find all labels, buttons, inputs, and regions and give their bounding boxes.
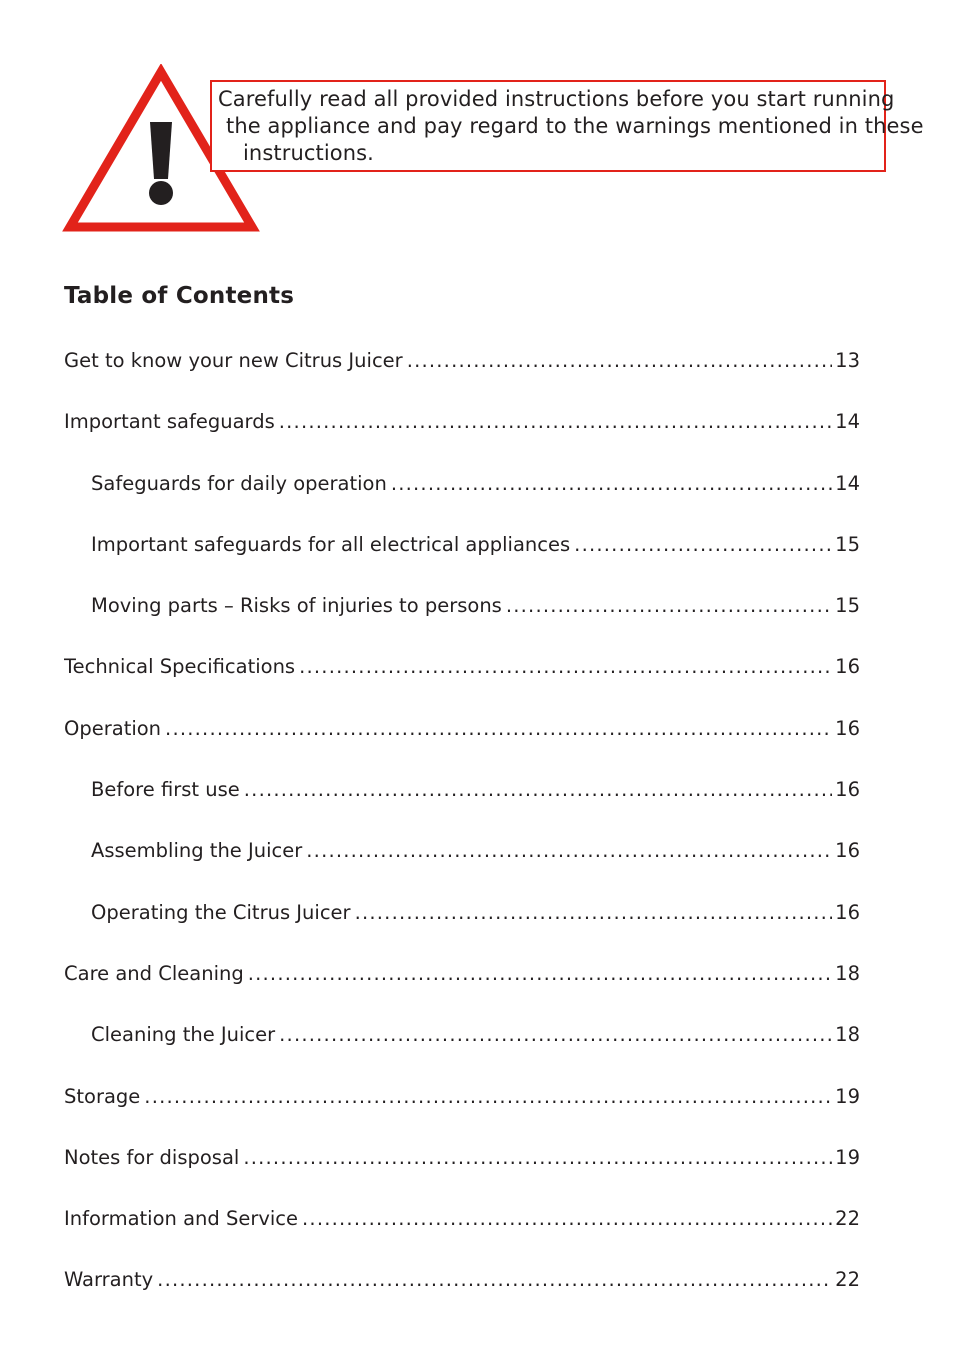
toc-entry-title: Notes for disposal (64, 1145, 240, 1169)
toc-entry-title: Information and Service (64, 1207, 299, 1231)
toc-dot-leader (391, 464, 832, 504)
toc-entry-page: 14 (835, 471, 860, 495)
toc-entry-title: Important safeguards (64, 410, 275, 434)
toc-entry-page: 14 (835, 410, 860, 434)
toc-entry[interactable] (64, 341, 860, 402)
toc-entry-page: 16 (835, 716, 860, 740)
toc-entry[interactable] (64, 831, 860, 892)
toc-entry-page: 16 (835, 778, 860, 802)
toc-heading: Table of Contents (64, 283, 295, 309)
toc-entry-title: Cleaning the Juicer (91, 1023, 276, 1047)
toc-entry-title: Care and Cleaning (64, 961, 244, 985)
warning-text-line-1: Carefully read all provided instructions before you start running (218, 87, 895, 111)
warning-text-line-3: instructions. (243, 141, 374, 165)
toc-dot-leader (299, 647, 832, 687)
toc-dot-leader (248, 954, 832, 994)
toc-entry-title: Before first use (91, 778, 240, 802)
toc-entry[interactable] (64, 709, 860, 770)
toc-entry[interactable] (64, 464, 860, 525)
toc-entry-page: 15 (835, 594, 860, 618)
toc-dot-leader (244, 770, 832, 810)
toc-entry[interactable] (64, 586, 860, 647)
toc-entry[interactable] (64, 1138, 860, 1199)
toc-entry-title: Operating the Citrus Juicer (91, 900, 351, 924)
toc-dot-leader (574, 525, 832, 565)
toc-entry[interactable] (64, 770, 860, 831)
toc-entry-page: 16 (835, 900, 860, 924)
toc-entry[interactable] (64, 893, 860, 954)
toc-entry[interactable] (64, 1077, 860, 1138)
toc-entry-page: 16 (835, 655, 860, 679)
toc-dot-leader (407, 341, 832, 381)
toc-entry-title: Important safeguards for all electrical appliances (91, 532, 571, 556)
toc-entry[interactable] (64, 954, 860, 1015)
table-of-contents (64, 341, 860, 1322)
toc-entry[interactable] (64, 1260, 860, 1321)
toc-dot-leader (506, 586, 832, 626)
toc-dot-leader (144, 1077, 832, 1117)
toc-dot-leader (302, 1199, 832, 1239)
toc-entry-title: Storage (64, 1084, 141, 1108)
toc-entry-title: Technical Specifications (64, 655, 296, 679)
toc-dot-leader (243, 1138, 832, 1178)
toc-entry-title: Operation (64, 716, 162, 740)
toc-entry[interactable] (64, 402, 860, 463)
warning-notice (210, 80, 924, 172)
toc-entry-title: Get to know your new Citrus Juicer (64, 349, 403, 372)
toc-dot-leader (279, 402, 832, 442)
toc-entry-page: 19 (835, 1145, 860, 1169)
toc-entry[interactable] (64, 647, 860, 708)
toc-entry-page: 22 (835, 1268, 860, 1292)
toc-dot-leader (279, 1015, 832, 1055)
toc-dot-leader (306, 831, 832, 871)
toc-entry[interactable] (64, 1199, 860, 1260)
toc-entry-page: 18 (835, 961, 860, 985)
toc-entry[interactable] (64, 1015, 860, 1076)
toc-entry-title: Moving parts – Risks of injuries to persons (91, 594, 502, 618)
toc-entry-title: Warranty (64, 1268, 154, 1292)
toc-entry-page: 16 (835, 839, 860, 863)
warning-text-line-2: the appliance and pay regard to the warnings mentioned in these (226, 114, 924, 138)
toc-entry-page: 22 (835, 1207, 860, 1231)
toc-dot-leader (165, 709, 832, 749)
toc-entry-page: 13 (835, 349, 860, 372)
toc-dot-leader (157, 1260, 832, 1300)
toc-entry[interactable] (64, 525, 860, 586)
toc-entry-title: Safeguards for daily operation (91, 471, 387, 495)
toc-entry-page: 15 (835, 532, 860, 556)
toc-entry-page: 18 (835, 1023, 860, 1047)
toc-dot-leader (355, 893, 832, 933)
toc-entry-page: 19 (835, 1084, 860, 1108)
toc-entry-title: Assembling the Juicer (91, 839, 303, 863)
